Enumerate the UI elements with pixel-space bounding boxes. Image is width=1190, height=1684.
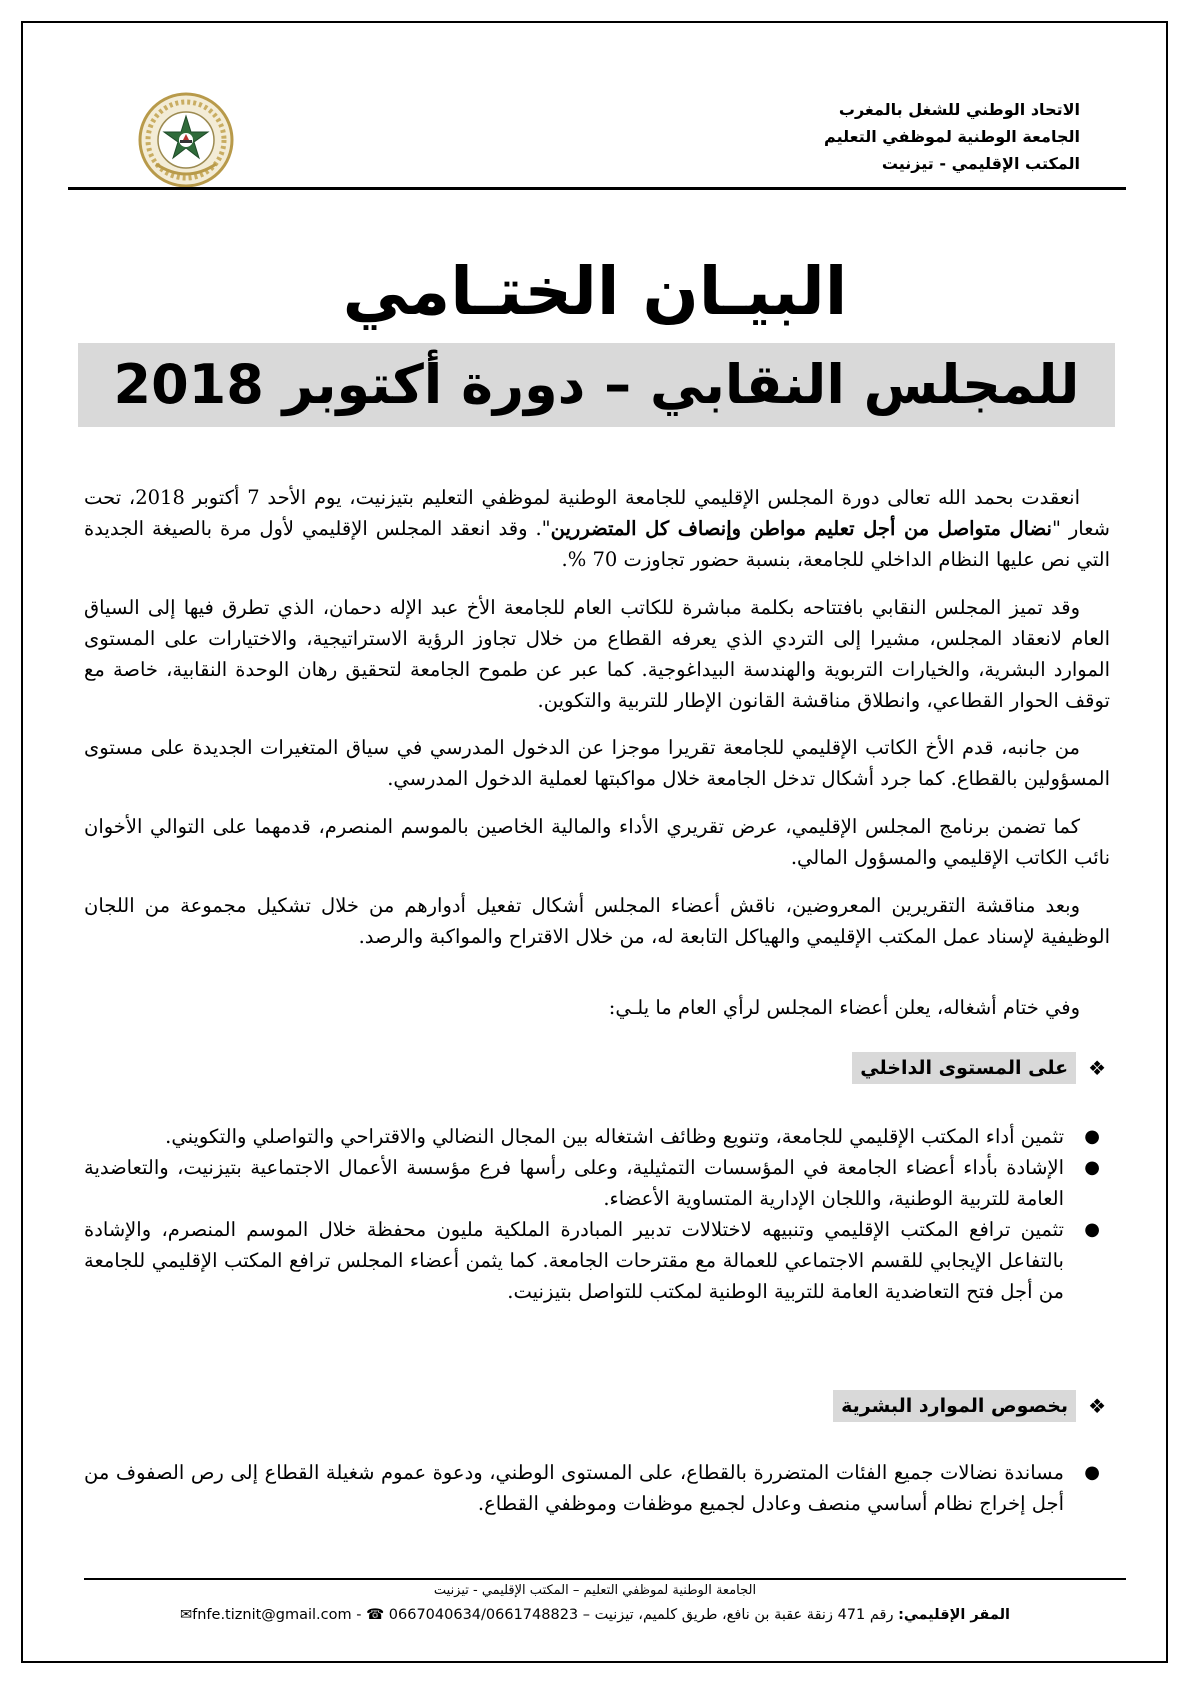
footer-organization: الجامعة الوطنية لموظفي التعليم – المكتب الإقليمي - تيزنيت	[433, 1583, 757, 1598]
section-internal-heading	[852, 1052, 1106, 1084]
footer-address-label: المقر الإقليمي:	[898, 1607, 1011, 1623]
document-title: البيـان الختـامي	[342, 253, 848, 330]
paragraph-1-text-a: انعقدت بحمد الله تعالى دورة المجلس الإقليمي للجامعة الوطنية لموظفي التعليم بتيزنيت، يوم الأحد 7 أكتوبر 2018، تحت شعار "	[84, 486, 1110, 540]
list-item-text: مساندة نضالات جميع الفئات المتضررة بالقطاع، على المستوى الوطني، ودعوة عموم شغيلة القطاع إلى رص الصفوف من أجل إخراج نظام أساسي منصف وعادل لجميع موظفات وموظفي القطاع.	[84, 1461, 1064, 1515]
section-internal-list	[84, 1121, 1110, 1307]
phone-icon: ☎	[366, 1607, 385, 1623]
union-emblem-icon	[136, 92, 236, 188]
section-hr-list	[84, 1457, 1110, 1519]
footer-separator: -	[351, 1607, 367, 1623]
letterhead-line-union: الاتحاد الوطني للشغل بالمغرب	[838, 100, 1080, 119]
list-item-text: الإشادة بأداء أعضاء الجامعة في المؤسسات التمثيلية، وعلى رأسها فرع مؤسسة الأعمال الاجتماعية بتيزنيت، والتعاضدية العامة للتربية الوطنية، واللجان الإدارية المتساوية الأعضاء.	[84, 1156, 1064, 1210]
letterhead-line-federation: الجامعة الوطنية لموظفي التعليم	[824, 127, 1080, 146]
section-internal-label: على المستوى الداخلي	[852, 1052, 1076, 1084]
paragraph-2-text: وقد تميز المجلس النقابي بافتتاحه بكلمة مباشرة للكاتب العام للجامعة الأخ عبد الإله دحمان، الذي تطرق فيها إلى السياق العام لانعقاد المجلس، مشيرا إلى التردي الذي يعرفه القطاع من خلال تجاوز الرؤية الاستراتيجية، والاختيارات على المستوى الموارد البشرية، والخيارات التربوية والهندسة البيداغوجية. كما عبر عن طموح الجامعة لتحقيق رهان الوحدة النقابية، خاصة مع توقف الحوار القطاعي، وانطلاق مناقشة القانون الإطار للتربية والتكوين.	[84, 596, 1110, 712]
email-icon: ✉	[179, 1607, 193, 1623]
paragraph-5	[84, 890, 1110, 952]
document-subtitle: للمجلس النقابي – دورة أكتوبر 2018	[78, 343, 1115, 427]
footer-address: رقم 471 زنقة عقبة بن نافع، طريق كلميم، تيزنيت –	[578, 1607, 899, 1623]
diamond-bullet-icon: ❖	[1088, 1394, 1106, 1418]
letterhead-line-office: المكتب الإقليمي - تيزنيت	[881, 154, 1080, 173]
bullet-dot-icon: ●	[1084, 1462, 1100, 1483]
paragraph-1-text-c: ". وقد انعقد المجلس الإقليمي لأول مرة بالصيغة الجديدة التي نص عليها النظام الداخلي للجامعة، بنسبة حضور تجاوزت 70 %.	[84, 517, 1110, 571]
header-divider	[68, 187, 1126, 190]
paragraph-3	[84, 732, 1110, 794]
bullet-dot-icon: ●	[1084, 1219, 1100, 1240]
bullet-dot-icon: ●	[1084, 1126, 1100, 1147]
paragraph-4	[84, 811, 1110, 873]
list-item	[84, 1121, 1110, 1152]
paragraph-3-text: من جانبه، قدم الأخ الكاتب الإقليمي للجامعة تقريرا موجزا عن الدخول المدرسي في سياق المتغيرات الجديدة على مستوى المسؤولين بالقطاع. كما جرد أشكال تدخل الجامعة خلال مواكبتها لعملية الدخول المدرسي.	[84, 736, 1110, 790]
diamond-bullet-icon: ❖	[1088, 1056, 1106, 1080]
list-item	[84, 1214, 1110, 1307]
list-item-text: تثمين أداء المكتب الإقليمي للجامعة، وتنويع وظائف اشتغاله بين المجال النضالي والاقتراحي والتواصلي والتكويني.	[165, 1125, 1064, 1148]
footer-divider	[84, 1578, 1126, 1580]
paragraph-6-text: وفي ختام أشغاله، يعلن أعضاء المجلس لرأي العام ما يلـي:	[608, 996, 1080, 1019]
paragraph-1	[84, 482, 1110, 575]
paragraph-5-text: وبعد مناقشة التقريرين المعروضين، ناقش أعضاء المجلس أشكال تفعيل أدوارهم من خلال تشكيل مجموعة من اللجان الوظيفية لإسناد عمل المكتب الإقليمي والهياكل التابعة له، من خلال الاقتراح والمواكبة والرصد.	[84, 894, 1110, 948]
paragraph-6	[84, 992, 1110, 1023]
footer-phone: 0667040634/0661748823	[388, 1607, 579, 1623]
paragraph-2	[84, 592, 1110, 716]
list-item-text: تثمين ترافع المكتب الإقليمي وتنبيهه لاختلالات تدبير المبادرة الملكية مليون محفظة خلال الموسم المنصرم، والإشادة بالتفاعل الإيجابي للقسم الاجتماعي للعمالة مع مقترحات الجامعة. كما يثمن أعضاء المجلس ترافع المكتب الإقليمي للجامعة من أجل فتح التعاضدية العامة للتربية الوطنية لمكتب للتواصل بتيزنيت.	[84, 1218, 1064, 1303]
footer-email[interactable]: fnfe.tiznit@gmail.com	[192, 1607, 352, 1623]
list-item	[84, 1152, 1110, 1214]
paragraph-4-text: كما تضمن برنامج المجلس الإقليمي، عرض تقريري الأداء والمالية الخاصين بالموسم المنصرم، قدمهما على التوالي الأخوان نائب الكاتب الإقليمي والمسؤول المالي.	[84, 815, 1110, 869]
bullet-dot-icon: ●	[1084, 1157, 1100, 1178]
slogan: نضال متواصل من أجل تعليم مواطن وإنصاف كل المتضررين	[550, 517, 1052, 540]
list-item	[84, 1457, 1110, 1519]
section-hr-heading	[833, 1390, 1106, 1422]
footer-contact	[126, 1604, 1064, 1626]
section-hr-label: بخصوص الموارد البشرية	[833, 1390, 1076, 1422]
letterhead	[824, 96, 1080, 177]
